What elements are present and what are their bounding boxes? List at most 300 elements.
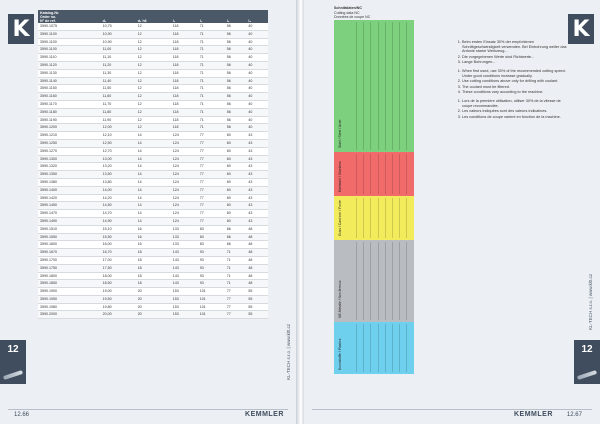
brand-name: KEMMLER — [514, 411, 553, 418]
table-cell: 56 — [225, 23, 247, 30]
table-row — [38, 116, 268, 124]
table-cell: 3590.1350 — [38, 171, 101, 179]
table-cell: 43 — [246, 186, 268, 194]
column-header: l₃ — [225, 10, 247, 23]
table-cell: 12 — [136, 38, 171, 46]
material-band — [334, 152, 414, 196]
table-cell: 10,90 — [101, 30, 136, 38]
table-cell: 118 — [171, 61, 198, 69]
table-cell: 43 — [246, 155, 268, 163]
table-cell: 12,70 — [101, 147, 136, 155]
table-cell: 3590.1980 — [38, 303, 101, 311]
table-cell: 14,00 — [101, 186, 136, 194]
table-cell: 43 — [246, 147, 268, 155]
table-cell: 48 — [246, 249, 268, 257]
table-cell: 77 — [198, 217, 225, 225]
table-cell: 17,00 — [101, 256, 136, 264]
notes-english — [454, 69, 569, 95]
table-cell: 56 — [225, 100, 247, 108]
table-cell: 13,80 — [101, 178, 136, 186]
table-cell: 18 — [136, 280, 171, 288]
page-gutter — [296, 0, 304, 424]
table-cell: 60 — [225, 186, 247, 194]
table-cell: 83 — [198, 233, 225, 241]
table-cell: 15,50 — [101, 233, 136, 241]
column-header: Katalog-Nr. Order no. N° de ref. — [38, 10, 101, 23]
table-cell: 12 — [136, 61, 171, 69]
table-cell: 71 — [198, 61, 225, 69]
table-cell: 11,50 — [101, 85, 136, 93]
left-page — [0, 0, 296, 424]
table-cell: 118 — [171, 69, 198, 77]
note-item: 3. The coolant must be filtered. — [462, 85, 569, 90]
table-cell: 18,00 — [101, 272, 136, 280]
table-cell: 19,00 — [101, 288, 136, 296]
material-band-label: Guss / Cast iron / Fonte — [338, 200, 342, 236]
note-item: 2. Use cutting conditions above only for drilling with coolant. — [462, 79, 569, 84]
table-row — [38, 217, 268, 225]
table-cell: 14 — [136, 194, 171, 202]
table-cell: 3590.1100 — [38, 38, 101, 46]
title-line-3: Données de coupe NC — [334, 15, 371, 19]
table-cell: 118 — [171, 124, 198, 132]
table-row — [38, 241, 268, 249]
table-cell: 3590.1100 — [38, 30, 101, 38]
page-number: 12.66 — [14, 411, 30, 418]
table-cell: 118 — [171, 46, 198, 54]
table-cell: 40 — [246, 77, 268, 85]
table-cell: 3590.1250 — [38, 139, 101, 147]
table-cell: 60 — [225, 210, 247, 218]
material-band-label: Stahl / Steel / Acier — [338, 119, 342, 148]
table-cell: 71 — [225, 249, 247, 257]
table-cell: 48 — [246, 280, 268, 288]
table-row — [38, 249, 268, 257]
table-cell: 3590.1450 — [38, 202, 101, 210]
note-item: 1. Beim ersten Einsatz 30% der empfohlenen Schnittgeschwindigkeit verwenden. Bei Einbohrung weiter das Antonie starke Werkzeug... — [462, 40, 569, 54]
table-cell: 60 — [225, 217, 247, 225]
table-cell: 16 — [136, 233, 171, 241]
table-cell: 143 — [171, 264, 198, 272]
table-cell: 14 — [136, 139, 171, 147]
table-cell: 13,20 — [101, 163, 136, 171]
table-cell: 3590.1200 — [38, 124, 101, 132]
material-band — [334, 20, 414, 152]
table-cell: 77 — [198, 139, 225, 147]
table-cell: 153 — [171, 303, 198, 311]
table-cell: 43 — [246, 132, 268, 140]
table-row — [38, 93, 268, 101]
table-cell: 11,60 — [101, 93, 136, 101]
table-row — [38, 295, 268, 303]
notes-french — [454, 99, 569, 119]
section-tab[interactable] — [0, 340, 26, 384]
table-cell: 20,00 — [101, 311, 136, 319]
table-cell: 66 — [225, 241, 247, 249]
table-row — [38, 54, 268, 62]
table-cell: 118 — [171, 100, 198, 108]
table-cell: 11,30 — [101, 69, 136, 77]
table-row — [38, 303, 268, 311]
table-cell: 3590.1950 — [38, 295, 101, 303]
table-cell: 12 — [136, 69, 171, 77]
footer-divider — [8, 409, 288, 410]
table-row — [38, 202, 268, 210]
table-cell: 83 — [198, 225, 225, 233]
table-cell: 77 — [225, 303, 247, 311]
table-cell: 93 — [198, 264, 225, 272]
table-cell: 3590.1190 — [38, 116, 101, 124]
table-row — [38, 124, 268, 132]
table-cell: 56 — [225, 38, 247, 46]
table-cell: 71 — [198, 69, 225, 77]
table-cell: 14,90 — [101, 217, 136, 225]
table-cell: 77 — [198, 163, 225, 171]
notes-german — [454, 40, 569, 65]
table-cell: 15,10 — [101, 225, 136, 233]
table-cell: 56 — [225, 116, 247, 124]
table-cell: 3590.1600 — [38, 241, 101, 249]
table-cell: 60 — [225, 147, 247, 155]
table-cell: 14 — [136, 210, 171, 218]
table-cell: 11,90 — [101, 116, 136, 124]
table-row — [38, 61, 268, 69]
note-item: 1. Lors de la première utilisation, utiliser 30% de la vitesse de coupe recommandée. — [462, 99, 569, 108]
brand-name: KEMMLER — [245, 411, 284, 418]
table-cell: 118 — [171, 38, 198, 46]
table-header-row — [38, 10, 268, 23]
table-cell: 40 — [246, 23, 268, 30]
table-row — [38, 186, 268, 194]
table-cell: 18 — [136, 264, 171, 272]
table-cell: 3590.1140 — [38, 77, 101, 85]
table-cell: 3590.1670 — [38, 249, 101, 257]
table-row — [38, 171, 268, 179]
column-header: d₁ — [101, 10, 136, 23]
table-cell: 143 — [171, 272, 198, 280]
table-cell: 3590.1130 — [38, 69, 101, 77]
table-cell: 71 — [198, 77, 225, 85]
table-cell: 133 — [171, 225, 198, 233]
table-cell: 3590.1100 — [38, 46, 101, 54]
table-cell: 14 — [136, 217, 171, 225]
table-cell: 14 — [136, 171, 171, 179]
table-cell: 133 — [171, 233, 198, 241]
table-cell: 40 — [246, 69, 268, 77]
table-cell: 3590.1470 — [38, 210, 101, 218]
table-cell: 3590.1700 — [38, 256, 101, 264]
table-cell: 40 — [246, 100, 268, 108]
title-line-1: Schnittdaten/NC — [334, 6, 362, 10]
table-cell: 18 — [136, 272, 171, 280]
table-cell: 40 — [246, 85, 268, 93]
table-cell: 43 — [246, 178, 268, 186]
table-cell: 3590.1170 — [38, 100, 101, 108]
table-cell: 12 — [136, 46, 171, 54]
table-cell: 77 — [225, 288, 247, 296]
table-cell: 56 — [225, 124, 247, 132]
table-cell: 40 — [246, 46, 268, 54]
note-item: 2. Les valeurs indiquées sont des valeurs indicatives. — [462, 109, 569, 114]
table-cell: 3590.1320 — [38, 163, 101, 171]
table-cell: 40 — [246, 38, 268, 46]
table-cell: 40 — [246, 108, 268, 116]
table-cell: 18 — [136, 249, 171, 257]
left-footer — [14, 411, 284, 418]
page-number: 12.67 — [566, 411, 582, 418]
table-cell: 143 — [171, 249, 198, 257]
table-cell: 101 — [198, 303, 225, 311]
table-cell: 71 — [225, 272, 247, 280]
table-cell: 20 — [136, 311, 171, 319]
table-cell: 12,10 — [101, 132, 136, 140]
table-cell: 66 — [225, 233, 247, 241]
table-cell: 153 — [171, 295, 198, 303]
table-row — [38, 233, 268, 241]
material-band-label: Kunststoffe / Plastics — [338, 338, 342, 370]
table-cell: 43 — [246, 210, 268, 218]
table-cell: 18 — [136, 256, 171, 264]
table-cell: 124 — [171, 178, 198, 186]
table-cell: 19,50 — [101, 295, 136, 303]
table-cell: 3590.1550 — [38, 233, 101, 241]
table-cell: 71 — [198, 30, 225, 38]
column-header: l₂ — [198, 10, 225, 23]
table-cell: 14 — [136, 132, 171, 140]
table-cell: 124 — [171, 202, 198, 210]
specification-table — [38, 10, 268, 319]
table-cell: 17,50 — [101, 264, 136, 272]
table-cell: 11,40 — [101, 77, 136, 85]
drill-tool-icon — [577, 370, 597, 380]
material-band — [334, 240, 414, 322]
table-cell: 10,90 — [101, 38, 136, 46]
material-band-label: NE-Metalle / Non-ferrous — [338, 280, 342, 318]
table-row — [38, 69, 268, 77]
table-cell: 118 — [171, 30, 198, 38]
table-cell: 48 — [246, 233, 268, 241]
table-row — [38, 194, 268, 202]
section-tab[interactable] — [574, 340, 600, 384]
table-cell: 143 — [171, 280, 198, 288]
table-cell: 12 — [136, 124, 171, 132]
table-cell: 12 — [136, 100, 171, 108]
table-cell: 55 — [246, 311, 268, 319]
table-cell: 60 — [225, 155, 247, 163]
table-cell: 77 — [198, 171, 225, 179]
table-cell: 3590.1150 — [38, 85, 101, 93]
table-cell: 124 — [171, 155, 198, 163]
table-cell: 43 — [246, 139, 268, 147]
table-cell: 93 — [198, 280, 225, 288]
table-cell: 124 — [171, 132, 198, 140]
table-cell: 153 — [171, 288, 198, 296]
table-cell: 124 — [171, 163, 198, 171]
table-row — [38, 147, 268, 155]
side-text: KL-TECH s.r.o. | www.kltt.cz — [588, 273, 593, 330]
table-cell: 118 — [171, 116, 198, 124]
table-cell: 3590.1900 — [38, 288, 101, 296]
table-cell: 43 — [246, 202, 268, 210]
table-cell: 43 — [246, 217, 268, 225]
table-cell: 60 — [225, 132, 247, 140]
table-cell: 124 — [171, 194, 198, 202]
table-row — [38, 178, 268, 186]
table-row — [38, 264, 268, 272]
table-cell: 56 — [225, 46, 247, 54]
note-item: 2. Die vorgegebenen Werte sind Richtwerte... — [462, 55, 569, 60]
table-cell: 3590.1160 — [38, 93, 101, 101]
table-cell: 71 — [225, 280, 247, 288]
table-cell: 93 — [198, 256, 225, 264]
table-cell: 48 — [246, 272, 268, 280]
table-cell: 3590.1400 — [38, 186, 101, 194]
table-cell: 14 — [136, 178, 171, 186]
table-cell: 43 — [246, 171, 268, 179]
table-cell: 14 — [136, 147, 171, 155]
table-cell: 48 — [246, 241, 268, 249]
table-cell: 124 — [171, 147, 198, 155]
table-row — [38, 256, 268, 264]
table-row — [38, 108, 268, 116]
table-cell: 3590.1180 — [38, 108, 101, 116]
table-cell: 56 — [225, 85, 247, 93]
table-row — [38, 163, 268, 171]
table-cell: 71 — [225, 256, 247, 264]
note-item: 3. Lange Bohrungen... — [462, 60, 569, 65]
table-cell: 101 — [198, 295, 225, 303]
table-cell: 11,10 — [101, 54, 136, 62]
drill-tool-icon — [3, 370, 23, 380]
table-cell: 77 — [198, 178, 225, 186]
table-cell: 3590.1420 — [38, 194, 101, 202]
table-cell: 71 — [198, 85, 225, 93]
table-cell: 118 — [171, 93, 198, 101]
table-row — [38, 139, 268, 147]
table-cell: 101 — [198, 311, 225, 319]
table-cell: 93 — [198, 272, 225, 280]
table-cell: 71 — [225, 264, 247, 272]
table-cell: 153 — [171, 311, 198, 319]
table-cell: 124 — [171, 210, 198, 218]
table-cell: 3590.2000 — [38, 311, 101, 319]
table-cell: 71 — [198, 38, 225, 46]
table-cell: 60 — [225, 194, 247, 202]
note-item: 3. Les conditions de coupe varient en fonction de la machine. — [462, 115, 569, 120]
table-cell: 71 — [198, 54, 225, 62]
table-row — [38, 225, 268, 233]
table-cell: 14 — [136, 155, 171, 163]
table-cell: 118 — [171, 23, 198, 30]
table-cell: 60 — [225, 178, 247, 186]
note-item: 1. When first used, use 30% of the recommended cutting speed. Under good conditions increase gradually. — [462, 69, 569, 78]
table-cell: 77 — [198, 147, 225, 155]
table-cell: 101 — [198, 288, 225, 296]
table-cell: 71 — [198, 93, 225, 101]
table-cell: 55 — [246, 303, 268, 311]
table-row — [38, 46, 268, 54]
table-cell: 118 — [171, 85, 198, 93]
table-cell: 77 — [198, 132, 225, 140]
table-cell: 12 — [136, 85, 171, 93]
table-cell: 3590.1850 — [38, 280, 101, 288]
table-cell: 66 — [225, 225, 247, 233]
table-cell: 12 — [136, 108, 171, 116]
table-cell: 118 — [171, 54, 198, 62]
table-cell: 77 — [198, 202, 225, 210]
table-cell: 60 — [225, 202, 247, 210]
material-band — [334, 322, 414, 374]
table-cell: 12,50 — [101, 139, 136, 147]
table-cell: 40 — [246, 30, 268, 38]
table-cell: 43 — [246, 163, 268, 171]
table-cell: 124 — [171, 171, 198, 179]
kemmler-logo-icon: K — [8, 14, 34, 44]
table-cell: 71 — [198, 46, 225, 54]
table-cell: 124 — [171, 217, 198, 225]
table-cell: 3590.1210 — [38, 132, 101, 140]
table-cell: 3590.1300 — [38, 155, 101, 163]
table-cell: 16,70 — [101, 249, 136, 257]
table-cell: 56 — [225, 93, 247, 101]
material-band-label: Edelstahl / Stainless — [338, 161, 342, 192]
table-cell: 11,80 — [101, 108, 136, 116]
table-cell: 11,20 — [101, 61, 136, 69]
table-row — [38, 210, 268, 218]
table-cell: 71 — [198, 124, 225, 132]
column-header: l₁ — [171, 10, 198, 23]
table-cell: 143 — [171, 256, 198, 264]
table-cell: 60 — [225, 171, 247, 179]
table-row — [38, 30, 268, 38]
table-cell: 56 — [225, 69, 247, 77]
table-cell: 43 — [246, 194, 268, 202]
table-cell: 3590.1075 — [38, 23, 101, 30]
table-cell: 3590.1120 — [38, 61, 101, 69]
table-cell: 12 — [136, 54, 171, 62]
table-cell: 40 — [246, 61, 268, 69]
table-cell: 77 — [225, 311, 247, 319]
table-cell: 71 — [198, 108, 225, 116]
footer-divider — [312, 409, 592, 410]
table-cell: 10,75 — [101, 23, 136, 30]
table-cell: 118 — [171, 108, 198, 116]
note-item: 4. These conditions vary according to the machine. — [462, 90, 569, 95]
table-cell: 48 — [246, 225, 268, 233]
table-cell: 48 — [246, 256, 268, 264]
table-cell: 124 — [171, 186, 198, 194]
table-cell: 56 — [225, 61, 247, 69]
table-cell: 12 — [136, 23, 171, 30]
table-row — [38, 272, 268, 280]
right-page — [304, 0, 600, 424]
table-cell: 11,70 — [101, 100, 136, 108]
table-cell: 40 — [246, 116, 268, 124]
table-cell: 14,50 — [101, 202, 136, 210]
side-text: KL-TECH s.r.o. | www.kltt.cz — [286, 323, 291, 380]
table-cell: 11,00 — [101, 46, 136, 54]
table-body — [38, 23, 268, 319]
table-cell: 12 — [136, 116, 171, 124]
table-cell: 3590.1270 — [38, 147, 101, 155]
table-cell: 3590.1510 — [38, 225, 101, 233]
table-cell: 13,00 — [101, 155, 136, 163]
table-cell: 133 — [171, 241, 198, 249]
table-cell: 3590.1490 — [38, 217, 101, 225]
table-row — [38, 311, 268, 319]
material-band — [334, 196, 414, 240]
table-cell: 14,70 — [101, 210, 136, 218]
